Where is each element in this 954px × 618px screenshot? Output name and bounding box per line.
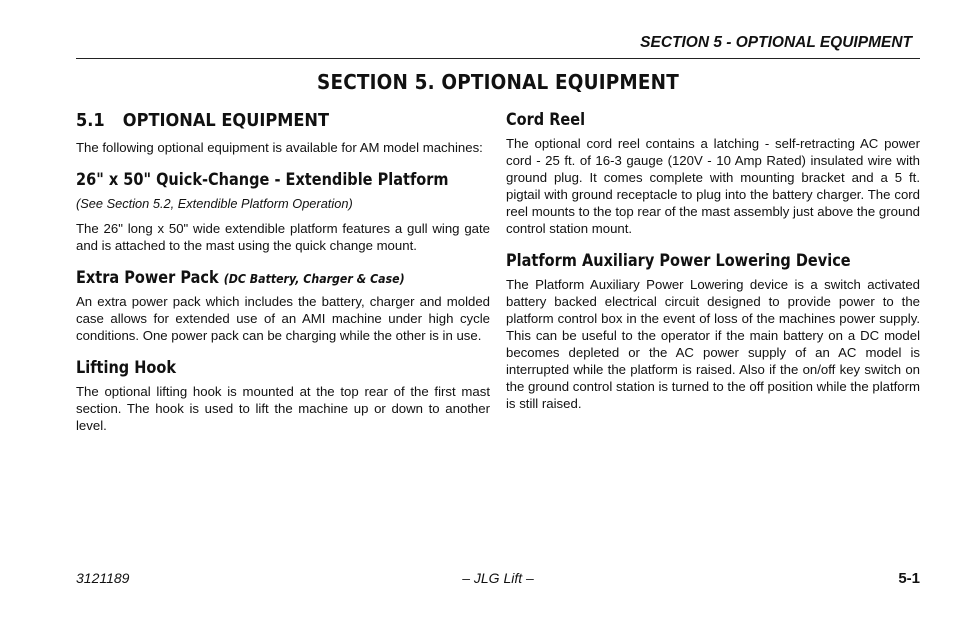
power-pack-qualifier: (DC Battery, Charger & Case) bbox=[223, 271, 405, 286]
platform-note: (See Section 5.2, Extendible Platform Operation) bbox=[76, 196, 353, 211]
page-title: SECTION 5. OPTIONAL EQUIPMENT bbox=[317, 70, 679, 94]
lifting-hook-paragraph: The optional lifting hook is mounted at the top rear of the first mast section. The hook is used to lift the machine up or down to another level. bbox=[76, 384, 490, 433]
doc-number: 3121189 bbox=[76, 570, 130, 586]
power-pack-title: Extra Power Pack bbox=[76, 268, 219, 287]
footer-brand: – JLG Lift – bbox=[462, 570, 534, 586]
section-heading bbox=[76, 110, 449, 131]
left-column bbox=[76, 110, 490, 434]
header-rule bbox=[76, 58, 920, 59]
power-pack-paragraph: An extra power pack which includes the battery, charger and molded case allows for extended use of an AMI machine under high cycle conditions. One power pack can be charging while the other is in use. bbox=[76, 294, 490, 343]
auxiliary-paragraph: The Platform Auxiliary Power Lowering device is a switch activated battery backed electrical circuit designed to provide power to the platform control box in the event of loss of the machines power supply. This can be useful to the operator if the main battery on a DC model becomes depleted or the AC power supply of an AC model is interrupted while the platform is raised. Also if the on/off key switch on the ground control station is turned to the off position while the platform is still raised. bbox=[506, 277, 920, 411]
section-title: OPTIONAL EQUIPMENT bbox=[122, 110, 330, 131]
auxiliary-heading: Platform Auxiliary Power Lowering Device bbox=[506, 251, 851, 270]
platform-heading: 26" x 50" Quick-Change - Extendible Platform bbox=[76, 170, 449, 189]
running-header: SECTION 5 - OPTIONAL EQUIPMENT bbox=[640, 34, 912, 51]
power-pack-heading bbox=[76, 268, 440, 287]
lifting-hook-heading: Lifting Hook bbox=[76, 358, 177, 377]
section-number: 5.1 bbox=[76, 110, 105, 131]
right-column bbox=[506, 110, 920, 412]
intro-paragraph: The following optional equipment is available for AM model machines: bbox=[76, 140, 483, 155]
cord-reel-paragraph: The optional cord reel contains a latching - self-retracting AC power cord - 25 ft. of 16-3 gauge (120V - 10 Amp Rated) insulated wire with ground plug. It comes complete with mounting bracket and a 5 ft. pigtail with ground receptacle to plug into the battery charger. The cord reel mounts to the top rear of the mast assembly just above the ground control station mount. bbox=[506, 136, 920, 236]
platform-paragraph: The 26" long x 50" wide extendible platform features a gull wing gate and is attached to the mast using the quick change mount. bbox=[76, 221, 490, 253]
page-number: 5-1 bbox=[898, 570, 920, 587]
cord-reel-heading: Cord Reel bbox=[506, 110, 586, 129]
